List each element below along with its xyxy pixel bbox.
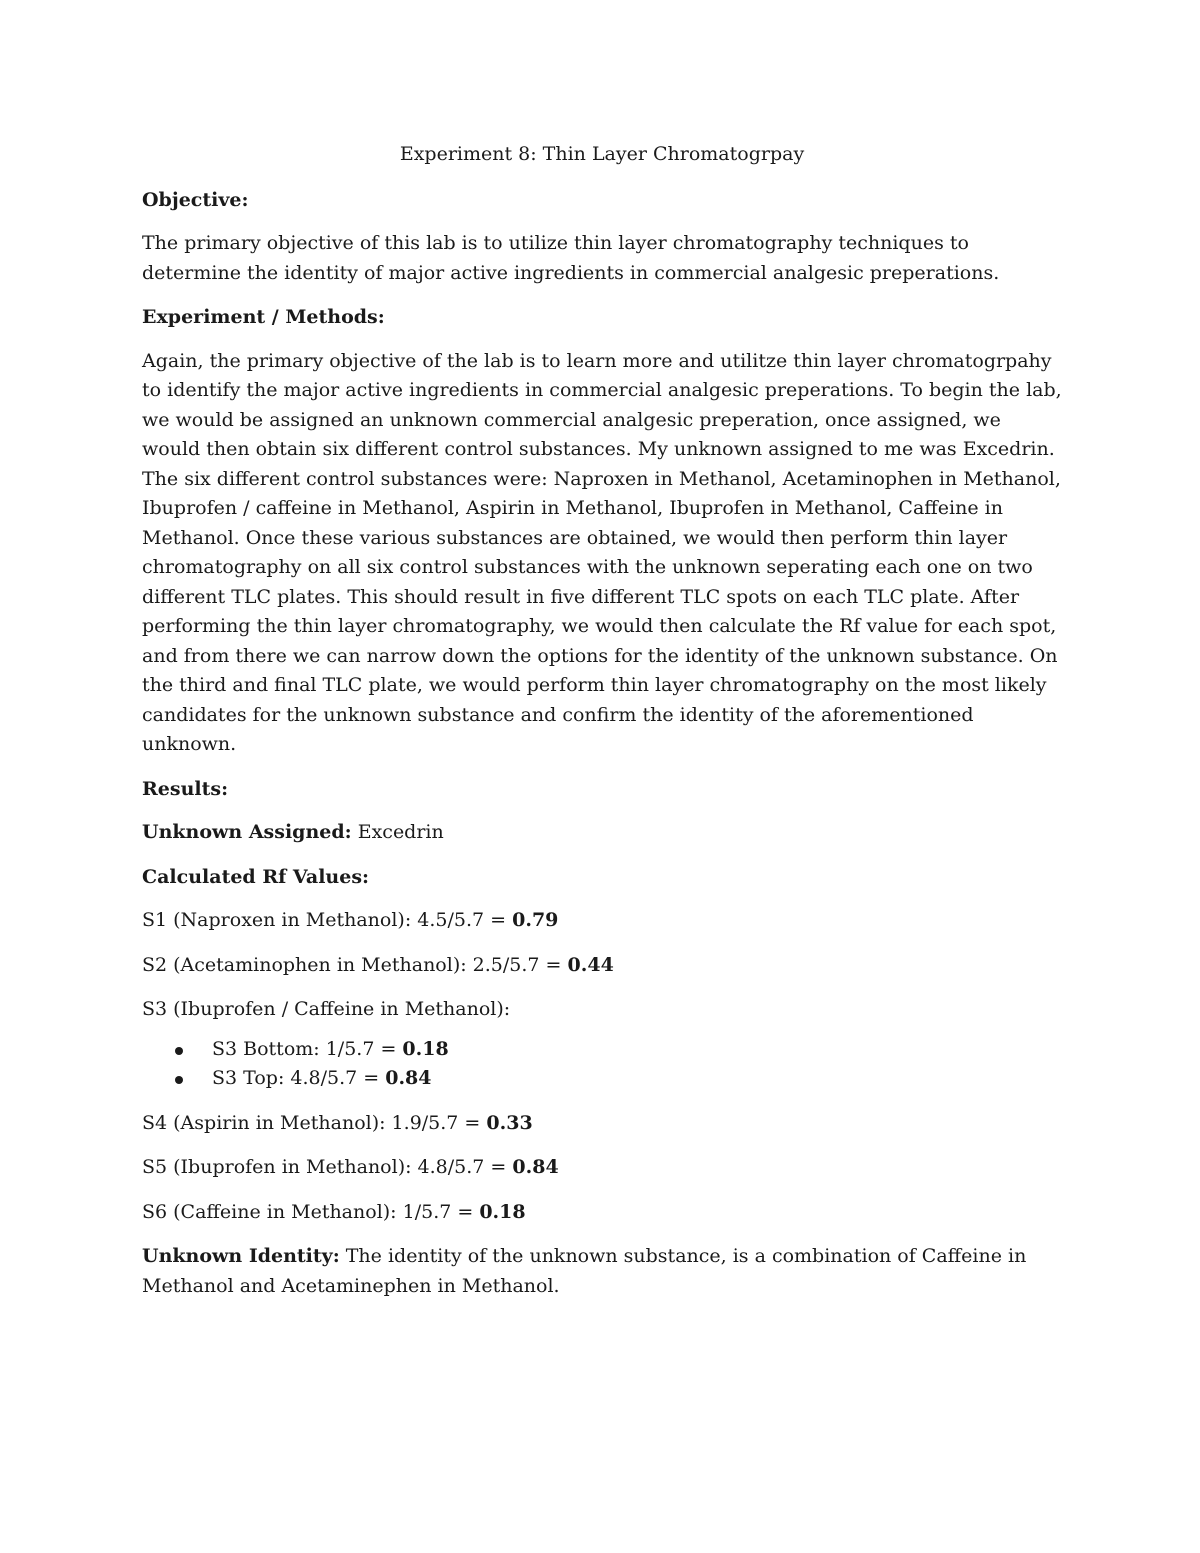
rf-s3-top-value: 0.84 <box>385 1067 432 1089</box>
unknown-identity-value: The identity of the unknown substance, is a combination of Caffeine in Methanol and Acetaminephen in Methanol. <box>142 1245 1027 1297</box>
unknown-assigned-label: Unknown Assigned: <box>142 821 352 843</box>
rf-s4-label: S4 (Aspirin in Methanol): 1.9/5.7 = <box>142 1111 487 1134</box>
rf-line-s4 <box>142 1109 1062 1139</box>
unknown-identity-label: Unknown Identity: <box>142 1245 340 1267</box>
rf-line-s5 <box>142 1153 1062 1183</box>
rf-s5-value: 0.84 <box>512 1156 559 1178</box>
rf-s2-label: S2 (Acetaminophen in Methanol): 2.5/5.7 = <box>142 953 568 976</box>
methods-heading: Experiment / Methods: <box>142 306 385 328</box>
unknown-assigned-line <box>142 818 1062 848</box>
rf-values-heading: Calculated Rf Values: <box>142 865 370 888</box>
rf-line-s2 <box>142 951 1062 981</box>
bullet-icon <box>175 1047 183 1055</box>
list-item <box>142 1035 1062 1065</box>
s3-sublist <box>142 1035 1062 1094</box>
rf-s3-bottom-label: S3 Bottom: 1/5.7 = <box>212 1037 403 1060</box>
objective-text: The primary objective of this lab is to utilize thin layer chromatography techniques to determine the identity of major active ingredients in commercial analgesic preperations. <box>142 232 1000 284</box>
rf-line-s3 <box>142 995 1062 1025</box>
results-heading: Results: <box>142 777 229 800</box>
rf-line-s1 <box>142 906 1062 936</box>
rf-s1-label: S1 (Naproxen in Methanol): 4.5/5.7 = <box>142 909 513 931</box>
rf-s6-label: S6 (Caffeine in Methanol): 1/5.7 = <box>142 1200 480 1223</box>
rf-s3-bottom-value: 0.18 <box>402 1037 449 1060</box>
list-item <box>142 1064 1062 1094</box>
unknown-identity-paragraph <box>142 1242 1062 1301</box>
rf-s5-label: S5 (Ibuprofen in Methanol): 4.8/5.7 = <box>142 1156 513 1178</box>
bullet-icon <box>175 1076 183 1084</box>
objective-heading: Objective: <box>142 188 249 211</box>
rf-s3-top-label: S3 Top: 4.8/5.7 = <box>212 1067 386 1089</box>
methods-text: Again, the primary objective of the lab is to learn more and utilitze thin layer chromatogrpahy to identify the major active ingredients in commercial analgesic preperations. To begin the lab, we would be assigned an unknown commercial analgesic preperation, once assigned, we would then obtain six different control substances. My unknown assigned to me was Excedrin. The six different control substances were: Naproxen in Methanol, Acetaminophen in Methanol, Ibuprofen / caffeine in Methanol, Aspirin in Methanol, Ibuprofen in Methanol, Caffeine in Methanol. Once these various substances are obtained, we would then perform thin layer chromatography on all six control substances with the unknown seperating each one on two different TLC plates. This should result in five different TLC spots on each TLC plate. After performing the thin layer chromatography, we would then calculate the Rf value for each spot, and from there we can narrow down the options for the identity of the unknown substance. On the third and final TLC plate, we would perform thin layer chromatography on the most likely candidates for the unknown substance and confirm the identity of the aforementioned unknown. <box>142 349 1062 755</box>
rf-s2-value: 0.44 <box>567 953 614 976</box>
rf-line-s6 <box>142 1198 1062 1228</box>
rf-s1-value: 0.79 <box>512 909 559 931</box>
rf-s6-value: 0.18 <box>479 1200 526 1223</box>
unknown-assigned-value: Excedrin <box>351 821 444 843</box>
rf-s3-label: S3 (Ibuprofen / Caffeine in Methanol): <box>142 998 511 1020</box>
rf-s4-value: 0.33 <box>486 1111 533 1134</box>
document-title: Experiment 8: Thin Layer Chromatogrpay <box>399 143 805 165</box>
document-page <box>142 140 1062 1316</box>
